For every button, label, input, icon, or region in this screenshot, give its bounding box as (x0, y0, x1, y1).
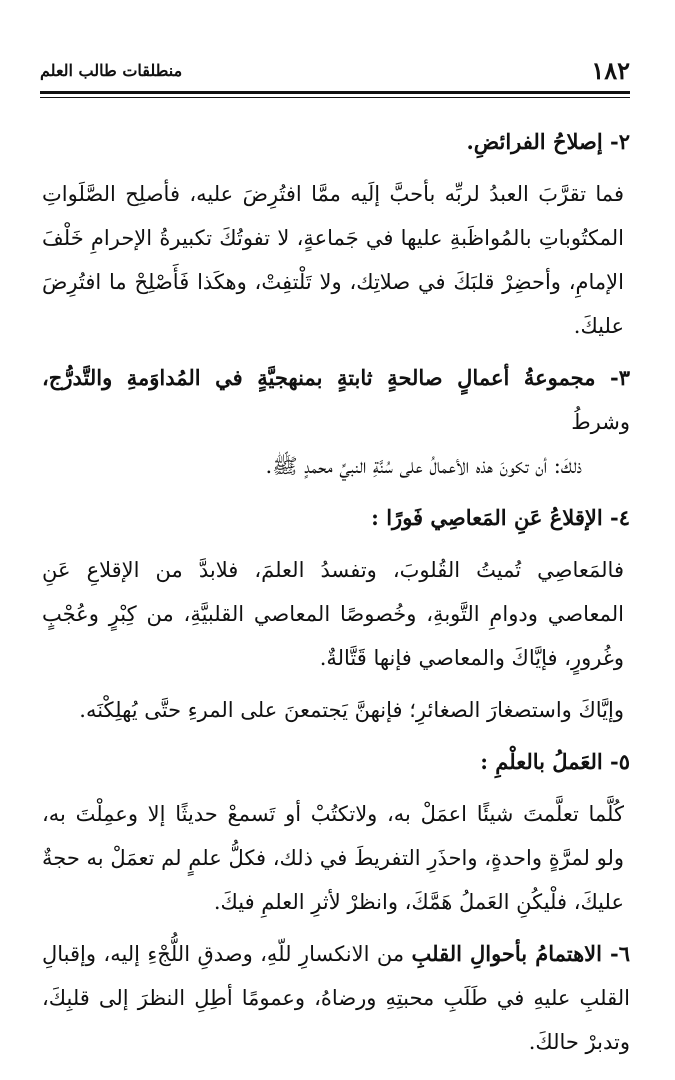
section-5-heading: ٥- العَملُ بالعلْمِ : (480, 749, 630, 774)
section-4-heading: ٤- الإقلاعُ عَنِ المَعاصِي فَورًا : (371, 505, 630, 530)
section-6-text: من الانكسارِ للّهِ، وصدقِ اللُّجْءِ إليه، وإقبالِ القلبِ عليهِ في طَلَبِ محبتِهِ ورضاهُ، وعمومًا أطِلِ النظرَ إلى قلبِكَ، وتدبرْ حالكَ. (42, 942, 630, 1054)
section-5-paragraph: كُلَّما تعلَّمتَ شيئًا اعمَلْ به، ولاتكتُبْ أو تَسمعْ حديثًا إلا وعمِلْتَ به، ولو لمرَّةٍ واحدةٍ، واحذَرِ التفريطَ في ذلك، فكلُّ علمٍ لم تعمَلْ به حجةٌ عليكَ، فلْيكُنِ العَملُ هَمَّكَ، وانظرْ لأثرِ العلمِ فيكَ. (42, 802, 624, 914)
page-number: ١٨٢ (591, 55, 630, 85)
section-3-paragraph (42, 356, 630, 444)
section-3-heading: ٣- مجموعةُ أعمالٍ صالحةٍ ثابتةٍ بمنهجيَّةٍ في المُداوَمةِ والتَّدرُّج، (42, 365, 630, 390)
section-4-paragraph: فالمَعاصِي تُميتُ القُلوبَ، وتفسدُ العلمَ، فلابدَّ من الإقلاعِ عَنِ المعاصي ودوامِ التَّوبةِ، وخُصوصًا المعاصي القلبيَّةِ، من كِبْرٍ وعُجْبٍ وغُرورٍ، فإيَّاكَ والمعاصي فإنها قَتَّالةٌ. (42, 558, 624, 670)
section-6-paragraph (42, 932, 630, 1064)
page-header (40, 52, 630, 88)
section-2-paragraph: فما تقرَّبَ العبدُ لربِّه بأحبَّ إلَيه ممَّا افتُرِضَ عليه، فأصلِح الصَّلَواتِ المكتُوباتِ بالمُواظَبةِ عليها في جَماعةٍ، لا تفوتُكَ تكبيرةُ الإحرامِ خَلْفَ الإمامِ، وأحضِرْ قلبَكَ في صلاتِك، ولا تَلْتفِتْ، وهكَذا فَأَصْلِحْ ما افتُرِضَ عليكَ. (42, 182, 624, 338)
header-divider (40, 91, 630, 98)
section-4-quote: وإيَّاكَ واستصغارَ الصغائرِ؛ فإنهنَّ يَجتمعنَ على المرءِ حتَّى يُهلِكْنَه. (79, 698, 624, 722)
page-body (42, 120, 630, 1064)
section-3-tail: وشرطُ (571, 410, 630, 434)
section-2-heading: ٢- إصلاحُ الفرائضِ. (466, 129, 630, 154)
section-6-heading: ٦- الاهتمامُ بأحوالِ القلبِ (411, 941, 630, 966)
section-3-condition: ذلكَ: أن تكونَ هذه الأعمالُ على سُنَّةِ النبيِّ محمدٍ ﷺ. (265, 454, 582, 478)
running-title: منطلقات طالب العلم (40, 60, 183, 80)
